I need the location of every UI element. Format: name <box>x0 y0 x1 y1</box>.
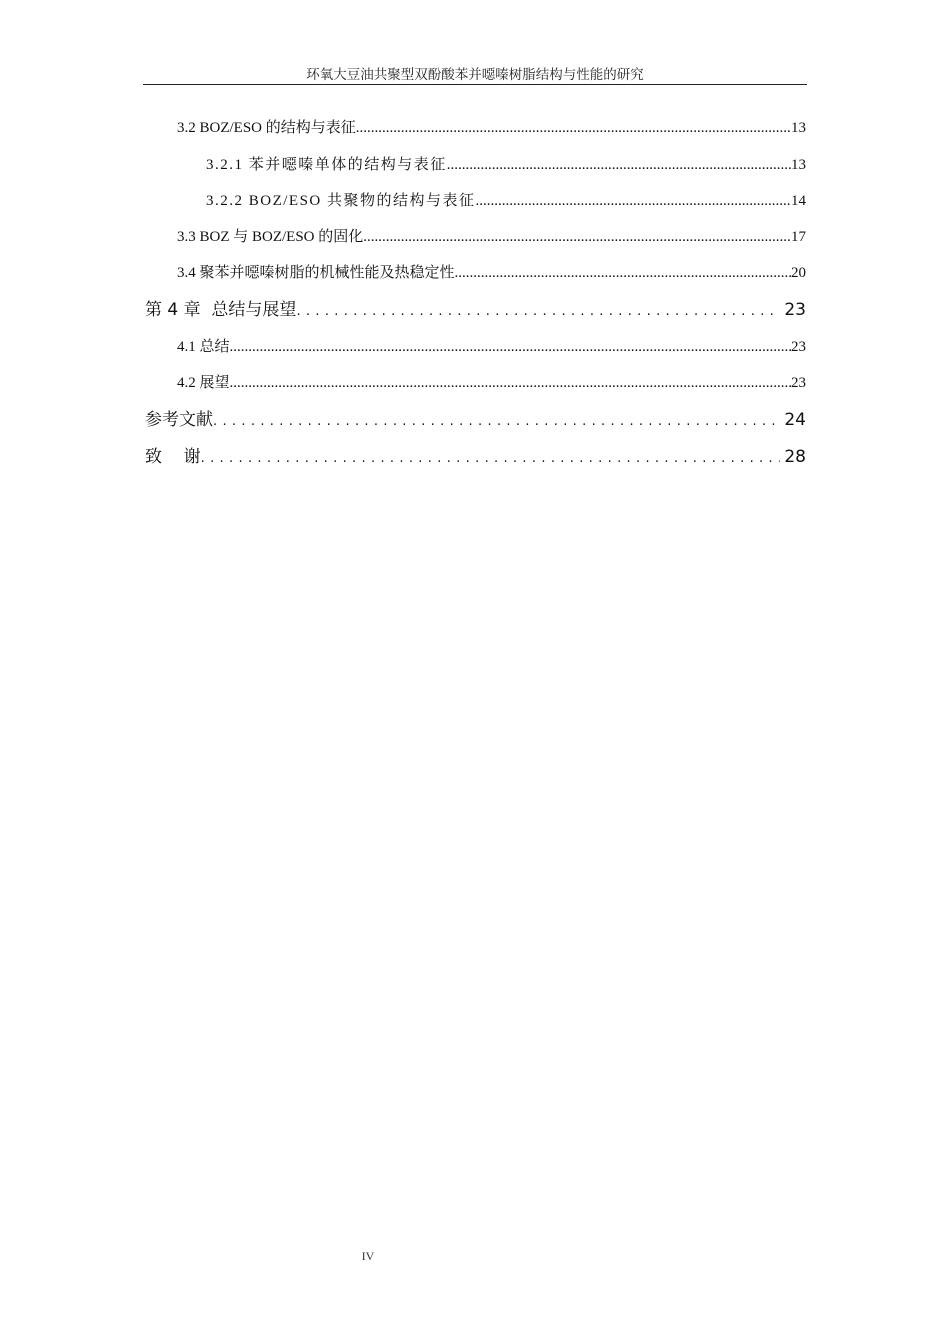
toc-leader-dots <box>476 190 791 212</box>
toc-entry-page: 28 <box>784 447 806 467</box>
toc-entry-chapter-4[interactable] <box>145 298 806 322</box>
toc-entry-3-2-2[interactable] <box>206 190 806 212</box>
toc-entry-label: 4.1 总结 <box>177 339 230 355</box>
toc-leader-dots <box>201 445 781 471</box>
toc-entry-label: 3.3 BOZ 与 BOZ/ESO 的固化 <box>177 229 364 245</box>
toc-leader-dots <box>455 262 791 284</box>
toc-entry-4-2[interactable] <box>177 372 806 394</box>
toc-entry-page: 23 <box>784 300 806 320</box>
toc-entry-references[interactable] <box>145 408 806 432</box>
toc-leader-dots <box>230 336 791 358</box>
toc-entry-label: 3.2.2 BOZ/ESO 共聚物的结构与表征 <box>206 193 476 209</box>
toc-entry-label: 3.2.1 苯并噁嗪单体的结构与表征 <box>206 157 447 173</box>
toc-entry-3-2[interactable] <box>177 117 806 139</box>
toc-entry-3-4[interactable] <box>177 262 806 284</box>
toc-leader-dots <box>296 298 780 324</box>
toc-entry-page: 13 <box>791 120 806 136</box>
toc-entry-page: 17 <box>791 229 806 245</box>
toc-entry-page: 23 <box>791 339 806 355</box>
toc-entry-acknowledgements[interactable] <box>145 445 806 469</box>
toc-leader-dots <box>213 408 780 434</box>
toc-entry-label: 3.4 聚苯并噁嗪树脂的机械性能及热稳定性 <box>177 265 455 281</box>
toc-entry-page: 13 <box>791 157 806 173</box>
toc-entry-page: 24 <box>784 410 806 430</box>
toc-entry-page: 20 <box>791 265 806 281</box>
page-number: IV <box>361 1249 375 1263</box>
toc-entry-3-2-1[interactable] <box>206 154 806 176</box>
toc-entry-label: 第 4 章 总结与展望 <box>145 300 297 320</box>
toc-leader-dots <box>447 154 791 176</box>
toc-entry-label: 致 谢 <box>145 447 201 467</box>
toc-entry-page: 14 <box>791 193 806 209</box>
toc-entry-label: 参考文献 <box>145 410 213 430</box>
toc-leader-dots <box>230 372 791 394</box>
toc-leader-dots <box>363 226 791 248</box>
toc-entry-page: 23 <box>791 375 806 391</box>
toc-entry-label: 3.2 BOZ/ESO 的结构与表征 <box>177 120 356 136</box>
page-header-title: 环氧大豆油共聚型双酚酸苯并噁嗪树脂结构与性能的研究 <box>143 66 807 85</box>
toc-leader-dots <box>356 117 791 139</box>
toc-entry-4-1[interactable] <box>177 336 806 358</box>
toc-entry-3-3[interactable] <box>177 226 806 248</box>
toc-entry-label: 4.2 展望 <box>177 375 230 391</box>
